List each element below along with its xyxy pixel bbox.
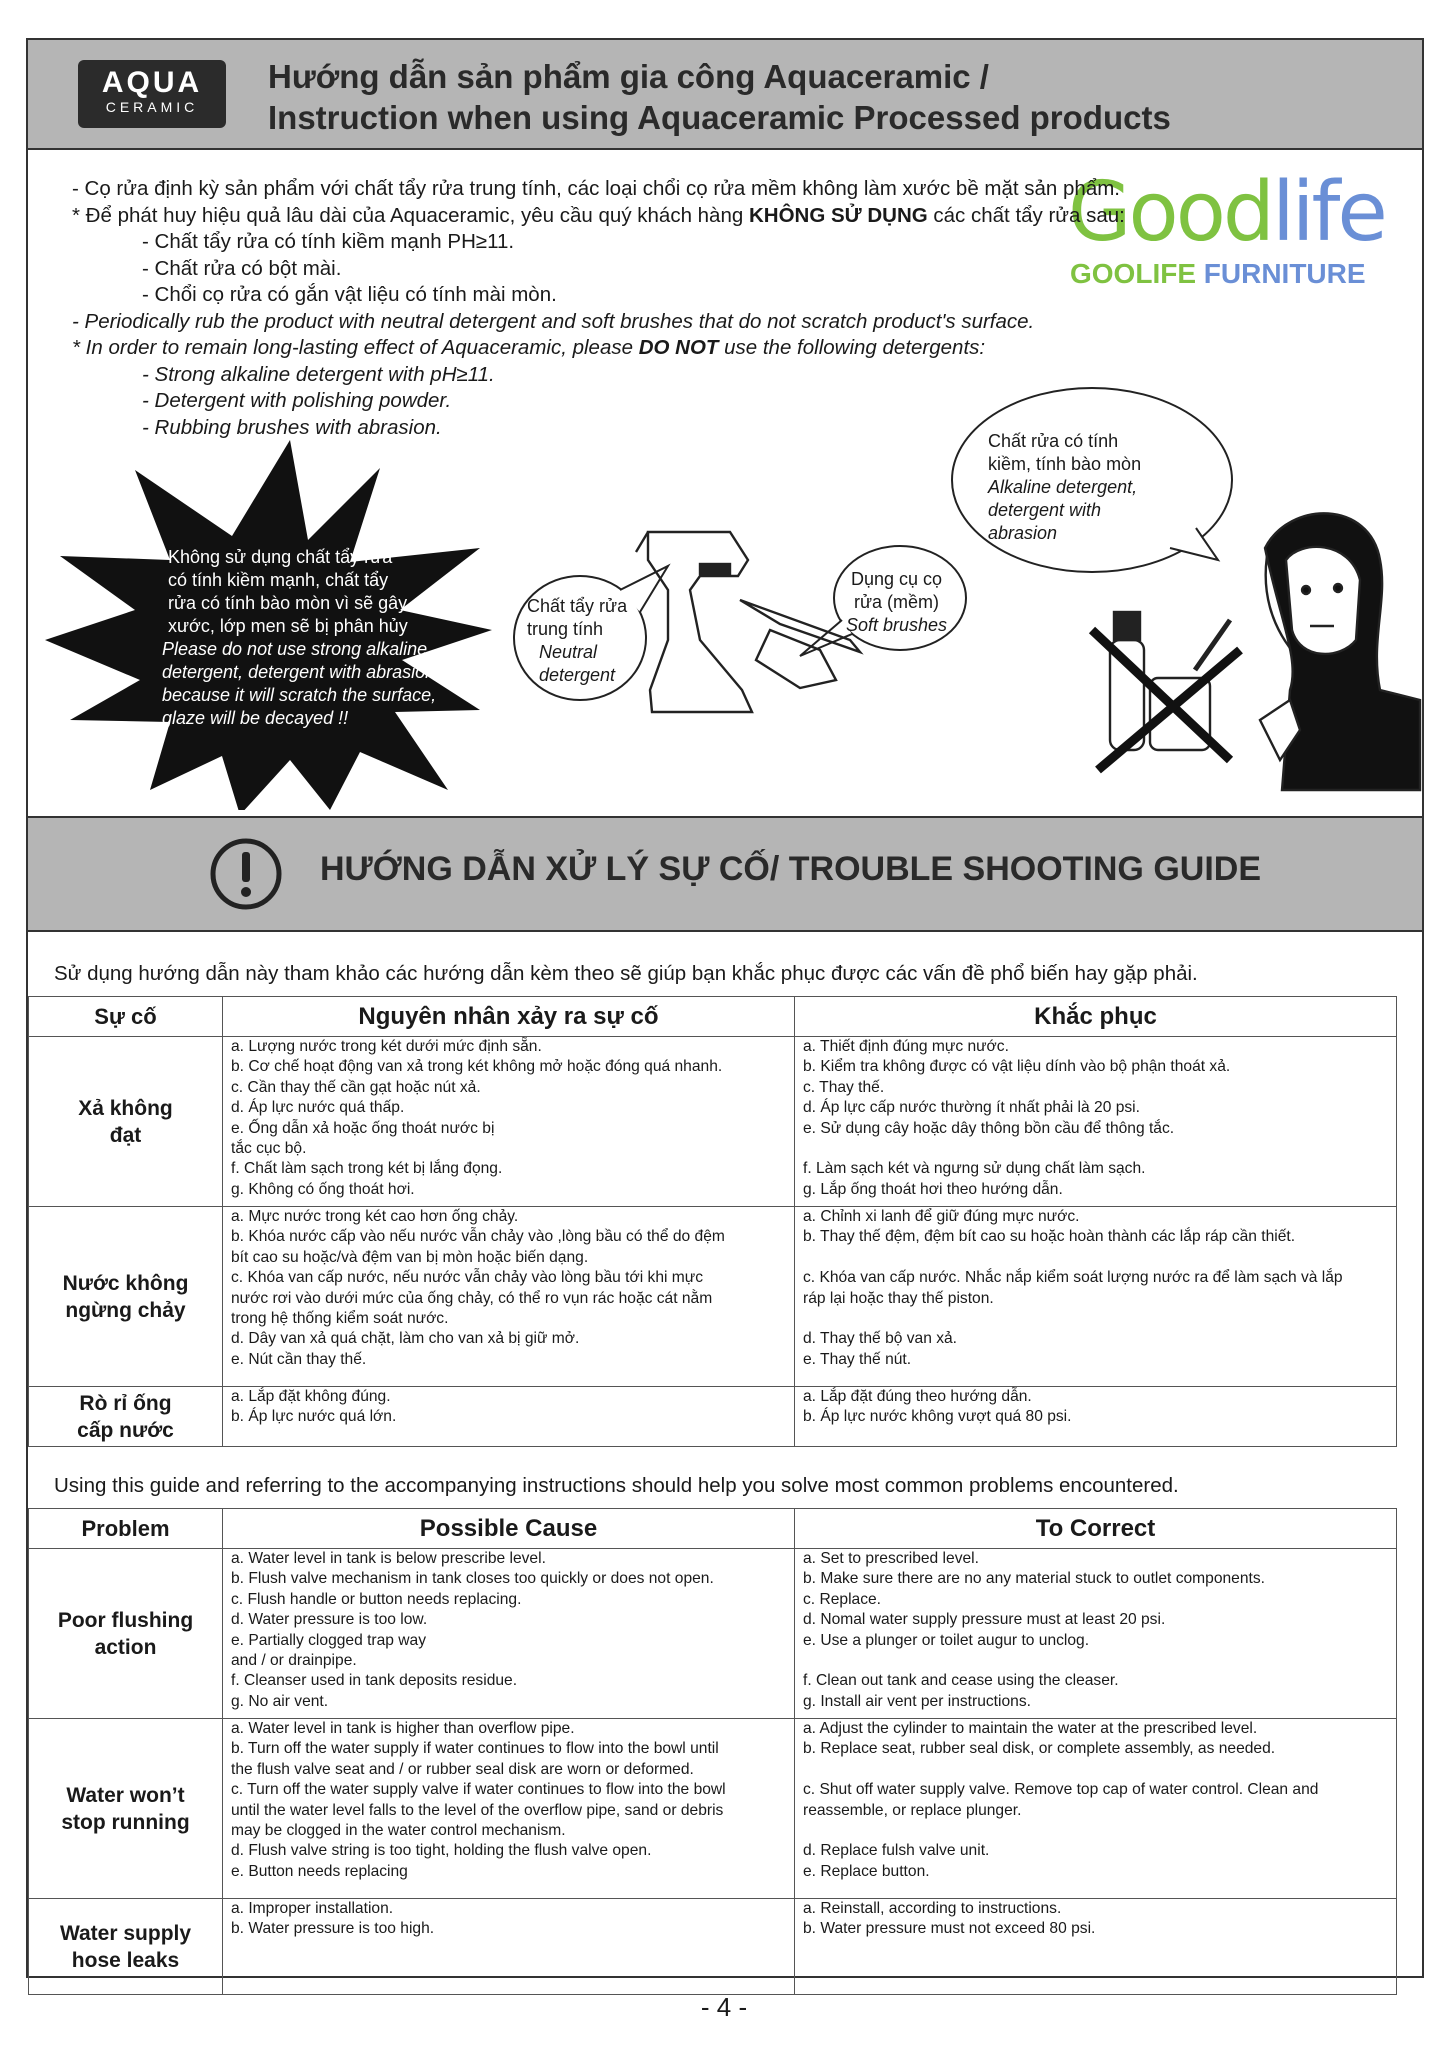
star-en-line: because it will scratch the surface, bbox=[162, 685, 437, 705]
alkaline-vi-line: kiềm, tính bào mòn bbox=[988, 454, 1142, 474]
cause-line: b. Cơ chế hoạt động van xả trong két không mở hoặc đóng quá nhanh. bbox=[231, 1058, 723, 1076]
cause-line: c. Turn off the water supply valve if water continues to flow into the bowl bbox=[231, 1781, 726, 1799]
cause-line: e. Nút cần thay thế. bbox=[231, 1350, 367, 1368]
cause-line: c. Cần thay thế cần gạt hoặc nút xả. bbox=[231, 1078, 481, 1096]
header-cause: Nguyên nhân xảy ra sự cố bbox=[223, 997, 795, 1037]
cause-line: f. Chất làm sạch trong két bị lắng đọng. bbox=[231, 1160, 503, 1178]
fix-line: e. Thay thế nút. bbox=[803, 1350, 912, 1368]
problem-line: Poor flushing bbox=[57, 1608, 194, 1632]
title-line1: Hướng dẫn sản phẩm gia công Aquaceramic / bbox=[268, 58, 989, 95]
cause-line: a. Improper installation. bbox=[231, 1900, 394, 1917]
cause-line: b. Áp lực nước quá lớn. bbox=[231, 1408, 397, 1426]
cause-line: f. Cleanser used in tank deposits residue. bbox=[231, 1672, 518, 1690]
table-row bbox=[29, 1719, 1397, 1899]
vi-line2: * Để phát huy hiệu quả lâu dài của Aquaceramic, yêu cầu quý khách hàng KHÔNG SỬ DỤNG các chất tẩy rửa sau: bbox=[72, 203, 1125, 227]
table-row bbox=[29, 1549, 1397, 1719]
problem-line: stop running bbox=[61, 1810, 190, 1834]
fix-line: b. Kiểm tra không được có vật liệu dính vào bộ phận thoát xả. bbox=[803, 1058, 1231, 1076]
fix-line: ráp lại hoặc thay thế piston. bbox=[803, 1289, 994, 1307]
vi-line1: - Cọ rửa định kỳ sản phẩm với chất tẩy rửa trung tính, các loại chổi cọ rửa mềm không làm xước bề mặt sản phẩm. bbox=[72, 177, 1121, 200]
vi-item: - Chất tẩy rửa có tính kiềm mạnh PH≥11. bbox=[142, 230, 515, 253]
fix-line: d. Replace fulsh valve unit. bbox=[803, 1842, 990, 1860]
star-vi-line: có tính kiềm mạnh, chất tẩy bbox=[168, 570, 389, 590]
cause-line: a. Water level in tank is below prescribe level. bbox=[231, 1550, 546, 1567]
fix-line: c. Shut off water supply valve. Remove top cap of water control. Clean and bbox=[803, 1781, 1319, 1799]
brand-part1: Good bbox=[1068, 165, 1272, 260]
header-cause: Possible Cause bbox=[223, 1509, 795, 1549]
fix-cell bbox=[795, 1899, 1397, 1995]
fix-line bbox=[803, 1309, 1390, 1329]
cause-line: a. Lắp đặt không đúng. bbox=[231, 1388, 391, 1405]
problem-line: action bbox=[94, 1635, 157, 1659]
brand-line2-part2: FURNITURE bbox=[1203, 258, 1366, 289]
neutral-bubble-text bbox=[527, 595, 627, 687]
cause-line: and / or drainpipe. bbox=[231, 1652, 357, 1670]
alkaline-en-line: Alkaline detergent, bbox=[988, 477, 1138, 497]
problem-line: Rò rỉ ống bbox=[79, 1391, 172, 1415]
vi-troubleshooting-table bbox=[28, 996, 1397, 1447]
brush-vi-line: rửa (mềm) bbox=[854, 592, 940, 612]
cause-cell bbox=[223, 1549, 795, 1719]
fix-line: b. Water pressure must not exceed 80 psi. bbox=[803, 1920, 1096, 1938]
cause-line: e. Partially clogged trap way bbox=[231, 1631, 427, 1649]
star-vi-line: xước, lớp men sẽ bị phân hủy bbox=[168, 616, 408, 636]
fix-line: e. Replace button. bbox=[803, 1862, 930, 1880]
page-number: - 4 - bbox=[700, 1992, 748, 2022]
problem-cell bbox=[29, 1549, 223, 1719]
cause-line: b. Turn off the water supply if water continues to flow into the bowl until bbox=[231, 1740, 719, 1758]
table-row bbox=[29, 1899, 1397, 1995]
neutral-vi-line: trung tính bbox=[527, 619, 604, 639]
woman-figure-icon bbox=[1260, 513, 1420, 790]
cause-line: d. Flush valve string is too tight, holding the flush valve open. bbox=[231, 1842, 652, 1860]
fix-line: a. Thiết định đúng mực nước. bbox=[803, 1038, 1009, 1055]
en-item: - Strong alkaline detergent with pH≥11. bbox=[142, 362, 495, 386]
alkaline-bubble-text bbox=[988, 430, 1141, 545]
cause-line: may be clogged in the water control mechanism. bbox=[231, 1822, 566, 1840]
problem-line: Nước không bbox=[62, 1271, 189, 1295]
fix-line: reassemble, or replace plunger. bbox=[803, 1801, 1022, 1819]
fix-line: a. Adjust the cylinder to maintain the water at the prescribed level. bbox=[803, 1720, 1258, 1737]
fix-line bbox=[803, 1139, 1390, 1159]
star-en-line: Please do not use strong alkaline bbox=[162, 639, 428, 659]
fix-line: a. Chỉnh xi lanh để giữ đúng mực nước. bbox=[803, 1208, 1080, 1225]
brush-vi-line: Dụng cụ cọ bbox=[851, 569, 943, 589]
exclamation-icon bbox=[208, 836, 284, 912]
cause-line: nước rơi vào dưới mức của ống chảy, có thể ro vụn rác hoặc cát nằm bbox=[231, 1289, 713, 1307]
fix-line: b. Áp lực nước không vượt quá 80 psi. bbox=[803, 1408, 1072, 1426]
fix-line: c. Replace. bbox=[803, 1590, 882, 1608]
fix-cell bbox=[795, 1037, 1397, 1207]
fix-line: a. Reinstall, according to instructions. bbox=[803, 1900, 1062, 1917]
cause-line: until the water level falls to the level of the overflow pipe, sand or debris bbox=[231, 1801, 724, 1819]
vi-item: - Chổi cọ rửa có gắn vật liệu có tính mài mòn. bbox=[142, 283, 557, 306]
troubleshooting-title: HƯỚNG DẪN XỬ LÝ SỰ CỐ/ TROUBLE SHOOTING GUIDE bbox=[320, 850, 1261, 888]
fix-line: a. Set to prescribed level. bbox=[803, 1550, 979, 1567]
header-fix: To Correct bbox=[795, 1509, 1397, 1549]
fix-cell bbox=[795, 1719, 1397, 1899]
cause-cell bbox=[223, 1387, 795, 1447]
cause-line: c. Khóa van cấp nước, nếu nước vẫn chảy vào lòng bầu tới khi mực bbox=[231, 1269, 704, 1287]
fix-line bbox=[803, 1821, 1390, 1841]
en-troubleshooting-table bbox=[28, 1508, 1397, 1995]
problem-line: hose leaks bbox=[71, 1948, 180, 1972]
fix-line: d. Thay thế bộ van xả. bbox=[803, 1330, 958, 1348]
cause-line: e. Button needs replacing bbox=[231, 1862, 408, 1880]
cause-line: d. Áp lực nước quá thấp. bbox=[231, 1099, 405, 1117]
fix-line: d. Áp lực cấp nước thường ít nhất phải là 20 psi. bbox=[803, 1099, 1140, 1117]
cause-line: trong hệ thống kiểm soát nước. bbox=[231, 1310, 449, 1328]
fix-line bbox=[803, 1651, 1390, 1671]
table-row bbox=[29, 1387, 1397, 1447]
alkaline-en-line: abrasion bbox=[988, 523, 1058, 543]
star-vi-line: rửa có tính bào mòn vì sẽ gây bbox=[168, 593, 408, 613]
spray-bottle-icon bbox=[636, 532, 752, 712]
problem-line: ngừng chảy bbox=[65, 1298, 186, 1322]
header-problem: Sự cố bbox=[29, 997, 223, 1037]
fix-line: e. Use a plunger or toilet augur to unclog. bbox=[803, 1631, 1090, 1649]
fix-line: f. Clean out tank and cease using the cleaser. bbox=[803, 1672, 1119, 1690]
cause-cell bbox=[223, 1207, 795, 1387]
problem-cell bbox=[29, 1719, 223, 1899]
en-item: - Detergent with polishing powder. bbox=[142, 389, 452, 412]
table-row bbox=[29, 1207, 1397, 1387]
starburst-warning-text bbox=[162, 546, 468, 730]
problem-line: đạt bbox=[109, 1123, 142, 1147]
cause-cell bbox=[223, 1719, 795, 1899]
fix-line: b. Make sure there are no any material stuck to outlet components. bbox=[803, 1570, 1265, 1588]
cause-line: tắc cục bộ. bbox=[231, 1140, 307, 1158]
fix-line: c. Khóa van cấp nước. Nhắc nắp kiểm soát lượng nước ra để làm sạch và lắp bbox=[803, 1269, 1343, 1287]
cause-line: g. No air vent. bbox=[231, 1692, 329, 1710]
cause-line: a. Lượng nước trong két dưới mức định sẵn. bbox=[231, 1038, 542, 1055]
neutral-en-line: detergent bbox=[539, 665, 616, 685]
fix-cell bbox=[795, 1549, 1397, 1719]
fix-line: b. Replace seat, rubber seal disk, or complete assembly, as needed. bbox=[803, 1740, 1276, 1758]
cause-line: e. Ống dẫn xả hoặc ống thoát nước bị bbox=[231, 1119, 495, 1137]
fix-line: d. Nomal water supply pressure must at least 20 psi. bbox=[803, 1611, 1166, 1629]
en-guide-intro: Using this guide and referring to the accompanying instructions should help you solve most common problems encountered. bbox=[54, 1474, 1179, 1497]
brand-line2-part1: GOOLIFE bbox=[1070, 258, 1204, 289]
cause-line: a. Water level in tank is higher than overflow pipe. bbox=[231, 1720, 575, 1737]
logo-line1: AQUA bbox=[101, 66, 203, 99]
cause-line: d. Dây van xả quá chặt, làm cho van xả bị giữ mở. bbox=[231, 1330, 580, 1348]
star-en-line: glaze will be decayed !! bbox=[162, 708, 349, 728]
problem-cell bbox=[29, 1899, 223, 1995]
fix-line: f. Làm sạch két và ngưng sử dụng chất làm sạch. bbox=[803, 1160, 1146, 1178]
alkaline-vi-line: Chất rửa có tính bbox=[988, 431, 1119, 451]
cause-line: bít cao su hoặc/và đệm van bị mòn hoặc biến dạng. bbox=[231, 1248, 589, 1266]
cause-line: b. Khóa nước cấp vào nếu nước vẫn chảy vào ,lòng bầu có thể do đệm bbox=[231, 1228, 725, 1246]
star-vi-line: Không sử dụng chất tẩy rửa bbox=[168, 547, 393, 567]
cause-line: b. Water pressure is too high. bbox=[231, 1920, 435, 1938]
table-header-row bbox=[29, 1509, 1397, 1549]
fix-cell bbox=[795, 1207, 1397, 1387]
cause-line: a. Mực nước trong két cao hơn ống chảy. bbox=[231, 1208, 519, 1225]
table-header-row bbox=[29, 997, 1397, 1037]
cause-line: the flush valve seat and / or rubber seal disk are worn or deformed. bbox=[231, 1760, 694, 1778]
brand-part2: life bbox=[1271, 165, 1385, 260]
problem-line: cấp nước bbox=[77, 1418, 174, 1442]
problem-line: Water supply bbox=[59, 1921, 192, 1945]
problem-cell bbox=[29, 1387, 223, 1447]
cause-cell bbox=[223, 1037, 795, 1207]
problem-cell bbox=[29, 1207, 223, 1387]
problem-cell bbox=[29, 1037, 223, 1207]
brush-en-line: Soft brushes bbox=[846, 615, 948, 635]
neutral-en-line: Neutral bbox=[539, 642, 598, 662]
logo-line2: CERAMIC bbox=[105, 99, 199, 115]
table-row bbox=[29, 1037, 1397, 1207]
cause-line: c. Flush handle or button needs replacing. bbox=[231, 1590, 522, 1608]
vi-guide-intro: Sử dụng hướng dẫn này tham khảo các hướng dẫn kèm theo sẽ giúp bạn khắc phục được các vấn đề phổ biến hay gặp phải. bbox=[54, 962, 1198, 985]
fix-line bbox=[803, 1248, 1390, 1268]
cause-line: g. Không có ống thoát hơi. bbox=[231, 1180, 415, 1198]
title-line2: Instruction when using Aquaceramic Processed products bbox=[268, 99, 1171, 136]
en-line1: - Periodically rub the product with neutral detergent and soft brushes that do not scratch product's surface. bbox=[72, 309, 1035, 333]
header-fix: Khắc phục bbox=[795, 997, 1397, 1037]
en-line2: * In order to remain long-lasting effect of Aquaceramic, please DO NOT use the following detergents: bbox=[72, 336, 986, 359]
fix-line: g. Install air vent per instructions. bbox=[803, 1692, 1031, 1710]
fix-line: b. Thay thế đệm, đệm bít cao su hoặc hoàn thành các lắp ráp cần thiết. bbox=[803, 1228, 1296, 1246]
en-item: - Rubbing brushes with abrasion. bbox=[142, 415, 442, 439]
fix-line: c. Thay thế. bbox=[803, 1078, 885, 1096]
alkaline-en-line: detergent with bbox=[988, 500, 1102, 520]
cause-line: b. Flush valve mechanism in tank closes too quickly or does not open. bbox=[231, 1570, 714, 1588]
cause-cell bbox=[223, 1899, 795, 1995]
prohibited-items-icon bbox=[1092, 612, 1240, 770]
fix-line: e. Sử dụng cây hoặc dây thông bồn cầu để thông tắc. bbox=[803, 1119, 1175, 1137]
header-problem: Problem bbox=[29, 1509, 223, 1549]
fix-line: g. Lắp ống thoát hơi theo hướng dẫn. bbox=[803, 1180, 1063, 1198]
star-en-line: detergent, detergent with abrasion bbox=[162, 662, 436, 682]
fix-cell bbox=[795, 1387, 1397, 1447]
fix-line: a. Lắp đặt đúng theo hướng dẫn. bbox=[803, 1388, 1032, 1405]
neutral-vi-line: Chất tẩy rửa bbox=[527, 596, 628, 616]
cause-line: d. Water pressure is too low. bbox=[231, 1611, 428, 1629]
brush-bubble-text bbox=[846, 568, 947, 637]
vi-item: - Chất rửa có bột mài. bbox=[142, 256, 342, 280]
fix-line bbox=[803, 1760, 1390, 1780]
problem-line: Xả không bbox=[78, 1096, 173, 1120]
problem-line: Water won’t bbox=[66, 1783, 185, 1807]
